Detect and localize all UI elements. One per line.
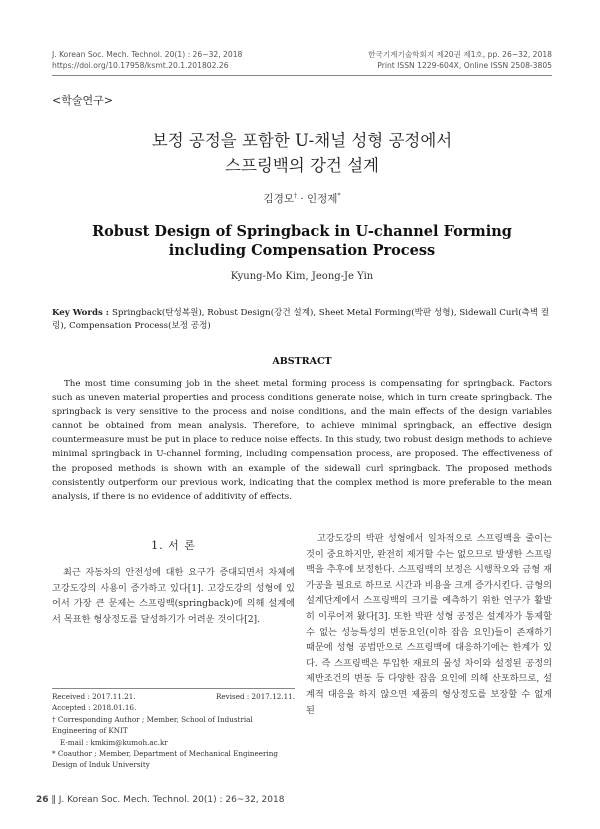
title-english: [52, 222, 552, 260]
page-number: 26: [36, 795, 49, 805]
keywords-text: Springback(탄성복원), Robust Design(강건 설계), Sheet Metal Forming(박판 성형), Sidewall Curl(측벽 컬링), Compensation Process(보정 공정): [52, 308, 550, 331]
email-note: E-mail : kmkim@kumoh.ac.kr: [60, 737, 168, 747]
footer-divider: ‖: [51, 795, 56, 805]
title-english-line2: including Compensation Process: [168, 242, 436, 259]
author2-korean: 인정제: [307, 193, 338, 205]
revised-date: Revised : 2017.12.11.: [216, 692, 295, 701]
header-rule: [52, 75, 552, 76]
doi-link[interactable]: https://doi.org/10.17958/ksmt.20.1.201802.26: [52, 61, 229, 70]
title-english-line1: Robust Design of Springback in U-channel Forming: [92, 223, 512, 240]
abstract-title: ABSTRACT: [272, 356, 332, 367]
article-type-label: <학술연구>: [52, 94, 113, 107]
title-korean-line2: 스프링백의 강건 설계: [225, 156, 379, 175]
journal-header-left: [52, 49, 242, 71]
title-korean: [52, 128, 552, 178]
introduction-paragraph: 최근 자동차의 안전성에 대한 요구가 증대되면서 차체에 고강도강의 사용이 증가하고 있다[1]. 고강도강의 성형에 있어서 가장 큰 문제는 스프링백(springback)에 의해 설계에서 목표한 형상정도를 달성하기가 어려운 것이다[2].: [52, 567, 295, 625]
accepted-date: Accepted : 2018.01.16.: [52, 703, 137, 713]
abstract-body: The most time consuming job in the sheet metal forming process is compensating for springback. Factors such as uneven material properties and process conditions generate noise, which in turn create springback. The springback is very sensitive to the process and noise conditions, and the main effects of the design variables cannot be obtained from mean analysis. Therefore, to achieve minimal springback, an effective design countermeasure must be put in place to reduce noise effects. In this study, two robust design methods to achieve minimal springback in U-channel forming, including compensation process, are proposed. The effectiveness of the proposed methods is shown with an example of the sidewall curl springback. The proposed methods consistently outperform our previous work, indicating that the complex method is more preferable to the mean analysis, if there is no evidence of additivity of effects.: [52, 379, 552, 502]
footnote-rule: [52, 688, 295, 689]
title-korean-line1: 보정 공정을 포함한 U-채널 성형 공정에서: [151, 131, 453, 150]
page-footer: [36, 795, 284, 805]
received-revised-row: [52, 691, 295, 702]
journal-citation-korean: 한국기계기술학회지 제20권 제1호, pp. 26~32, 2018: [368, 50, 552, 59]
corresponding-mark: †: [293, 192, 297, 200]
journal-citation: J. Korean Soc. Mech. Technol. 20(1) : 26~32, 2018: [52, 50, 243, 59]
right-column-paragraph: 고강도강의 박판 성형에서 일차적으로 스프링백을 줄이는 것이 중요하지만, 완전히 제거할 수는 없으므로 발생한 스프링백을 추후에 보정한다. 스프링백의 보정은 시행착오와 금형 재가공을 필요로 하므로 시간과 비용을 크게 증가시킨다. 금형의 설계단계에서 스프링백의 크기를 예측하기 위한 연구가 활발히 이루어져 왔다[3]. 또한 박판 성형 공정은 설계자가 통제할 수 없는 성능특성의 변동요인(이하 잡음 요인)들이 존재하기 때문에 성형 공법만으로 스프링백에 대응하기에는 한계가 있다. 즉 스프링백은 투입한 재료의 물성 차이와 설정된 공정의 제반조건의 변동 등 다양한 잡음 요인에 의해 산포하므로, 설계적 대응을 하지 않으면 제품의 형상정도를 보장할 수 없게 된: [306, 533, 552, 716]
keywords: [52, 307, 552, 333]
received-date: Received : 2017.11.21.: [52, 692, 136, 701]
keywords-label: Key Words :: [52, 308, 112, 318]
corresponding-author-note: † Corresponding Author ; Member, School of Industrial Engineering of KNIT: [52, 714, 253, 736]
coauthor-note: * Coauthor ; Member, Department of Mechanical Engineering Design of Induk University: [52, 749, 279, 770]
issn-info: Print ISSN 1229-604X, Online ISSN 2508-3805: [377, 61, 552, 70]
authors-korean: [52, 191, 552, 206]
author1-korean: 김경모: [263, 193, 294, 205]
coauthor-mark: *: [337, 192, 341, 200]
authors-english: Kyung-Mo Kim, Jeong-Je Yin: [230, 271, 374, 282]
section-heading-introduction: 1. 서 론: [151, 539, 196, 552]
footer-citation: J. Korean Soc. Mech. Technol. 20(1) : 26~32, 2018: [58, 795, 285, 805]
journal-header-right: [368, 49, 552, 71]
footnotes: [52, 691, 295, 771]
author-separator: ·: [296, 193, 307, 205]
